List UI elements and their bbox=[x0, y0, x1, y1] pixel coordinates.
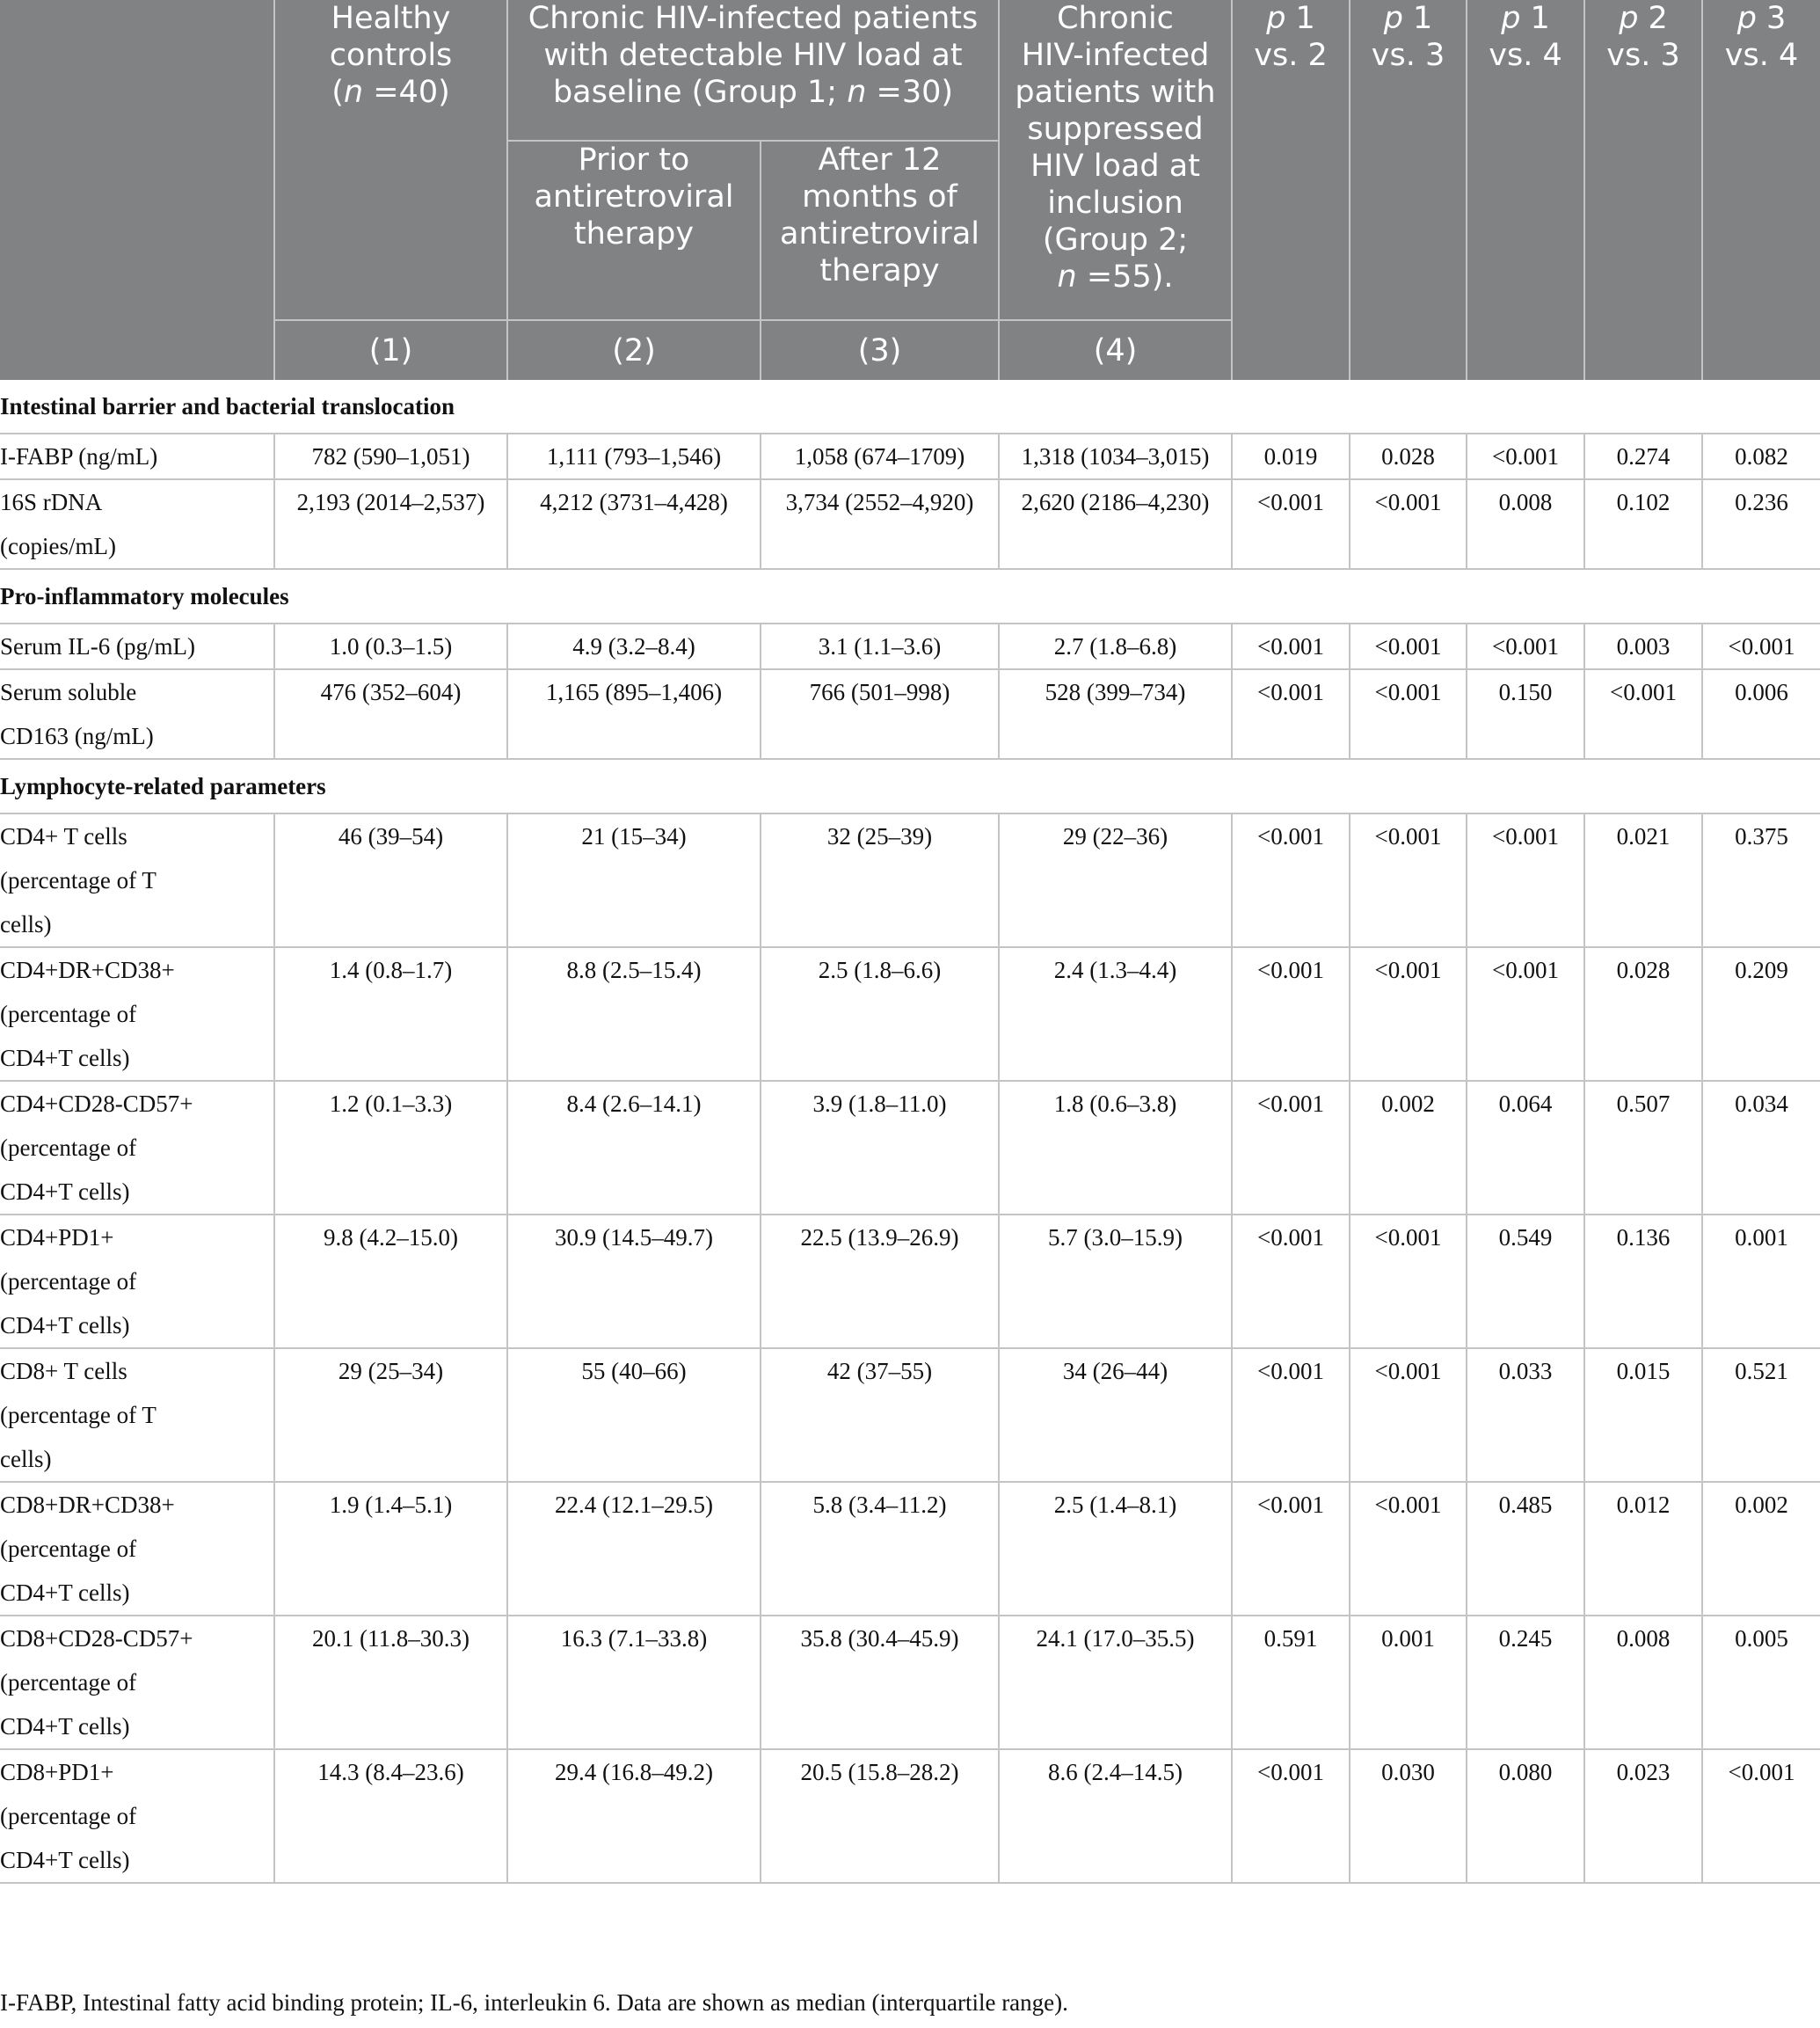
value-cell: 8.8 (2.5–15.4) bbox=[507, 947, 761, 1081]
value-cell: 22.4 (12.1–29.5) bbox=[507, 1482, 761, 1616]
value-cell: 1,058 (674–1709) bbox=[761, 434, 999, 479]
p-value-cell: 0.003 bbox=[1584, 624, 1702, 669]
header-group2: Chronic HIV-infected patients with suppressed HIV load at inclusion (Group 2; n =55). bbox=[999, 0, 1232, 320]
value-cell: 32 (25–39) bbox=[761, 813, 999, 947]
value-cell: 3.9 (1.8–11.0) bbox=[761, 1081, 999, 1215]
header-col-number-4: (4) bbox=[999, 320, 1232, 380]
p-value-cell: 0.021 bbox=[1584, 813, 1702, 947]
table-row bbox=[0, 1348, 1820, 1482]
table-row bbox=[0, 434, 1820, 479]
p-value-cell: <0.001 bbox=[1232, 947, 1350, 1081]
parameter-label bbox=[0, 1348, 274, 1482]
header-col-number-3: (3) bbox=[761, 320, 999, 380]
p-value-cell: <0.001 bbox=[1467, 434, 1584, 479]
value-cell: 476 (352–604) bbox=[274, 669, 507, 759]
parameter-label-line: cells) bbox=[0, 1446, 52, 1472]
p-value-cell: 0.521 bbox=[1702, 1348, 1820, 1482]
parameter-label-line: CD4+T cells) bbox=[0, 1178, 130, 1205]
section-title: Pro-inflammatory molecules bbox=[0, 569, 1820, 624]
p-value-cell: <0.001 bbox=[1232, 813, 1350, 947]
header-p-1-vs-4: p 1 vs. 4 bbox=[1467, 0, 1584, 380]
value-cell: 528 (399–734) bbox=[999, 669, 1232, 759]
parameter-label-line: CD4+T cells) bbox=[0, 1579, 130, 1606]
value-cell: 5.7 (3.0–15.9) bbox=[999, 1215, 1232, 1348]
section-header-row bbox=[0, 569, 1820, 624]
value-cell: 1.2 (0.1–3.3) bbox=[274, 1081, 507, 1215]
p-value-cell: <0.001 bbox=[1467, 624, 1584, 669]
value-cell: 22.5 (13.9–26.9) bbox=[761, 1215, 999, 1348]
parameter-label-line: (percentage of bbox=[0, 1803, 137, 1829]
value-cell: 21 (15–34) bbox=[507, 813, 761, 947]
value-cell: 766 (501–998) bbox=[761, 669, 999, 759]
table-footnote: I-FABP, Intestinal fatty acid binding protein; IL-6, interleukin 6. Data are shown as median (interquartile range). bbox=[0, 1989, 1068, 2016]
value-cell: 1.4 (0.8–1.7) bbox=[274, 947, 507, 1081]
p-value-cell: 0.030 bbox=[1350, 1749, 1467, 1883]
p-value-cell: 0.006 bbox=[1702, 669, 1820, 759]
parameter-label bbox=[0, 1616, 274, 1749]
value-cell: 29 (25–34) bbox=[274, 1348, 507, 1482]
p-value-cell: 0.245 bbox=[1467, 1616, 1584, 1749]
value-cell: 1.0 (0.3–1.5) bbox=[274, 624, 507, 669]
section-title: Lymphocyte-related parameters bbox=[0, 759, 1820, 813]
value-cell: 30.9 (14.5–49.7) bbox=[507, 1215, 761, 1348]
section-header-row bbox=[0, 759, 1820, 813]
value-cell: 5.8 (3.4–11.2) bbox=[761, 1482, 999, 1616]
p-value-cell: 0.136 bbox=[1584, 1215, 1702, 1348]
p-value-cell: 0.236 bbox=[1702, 479, 1820, 569]
p-value-cell: <0.001 bbox=[1232, 1081, 1350, 1215]
value-cell: 20.1 (11.8–30.3) bbox=[274, 1616, 507, 1749]
parameter-label-line: CD4+T cells) bbox=[0, 1045, 130, 1071]
p-value-cell: <0.001 bbox=[1232, 1749, 1350, 1883]
value-cell: 24.1 (17.0–35.5) bbox=[999, 1616, 1232, 1749]
header-prior-to-art: Prior to antiretroviral therapy bbox=[507, 141, 761, 320]
p-value-cell: 0.028 bbox=[1584, 947, 1702, 1081]
p-value-cell: <0.001 bbox=[1232, 1215, 1350, 1348]
p-value-cell: 0.591 bbox=[1232, 1616, 1350, 1749]
header-p-2-vs-3: p 2 vs. 3 bbox=[1584, 0, 1702, 380]
header-p-1-vs-2: p 1 vs. 2 bbox=[1232, 0, 1350, 380]
p-value-cell: <0.001 bbox=[1232, 624, 1350, 669]
header-parameter-cell bbox=[0, 0, 274, 380]
p-value-cell: <0.001 bbox=[1467, 813, 1584, 947]
p-value-cell: <0.001 bbox=[1702, 624, 1820, 669]
p-value-cell: 0.001 bbox=[1702, 1215, 1820, 1348]
value-cell: 2.4 (1.3–4.4) bbox=[999, 947, 1232, 1081]
parameter-label-line: CD8+ T cells bbox=[0, 1358, 127, 1384]
value-cell: 4.9 (3.2–8.4) bbox=[507, 624, 761, 669]
p-value-cell: <0.001 bbox=[1350, 1482, 1467, 1616]
parameter-label bbox=[0, 1215, 274, 1348]
table-row bbox=[0, 479, 1820, 569]
value-cell: 1,165 (895–1,406) bbox=[507, 669, 761, 759]
value-cell: 2,620 (2186–4,230) bbox=[999, 479, 1232, 569]
p-value-cell: <0.001 bbox=[1350, 479, 1467, 569]
header-after-12-months-art: After 12 months of antiretroviral therapy bbox=[761, 141, 999, 320]
p-value-cell: 0.002 bbox=[1702, 1482, 1820, 1616]
parameter-label-line: cells) bbox=[0, 911, 52, 937]
header-col-number-1: (1) bbox=[274, 320, 507, 380]
parameter-label bbox=[0, 479, 274, 569]
parameter-label bbox=[0, 1482, 274, 1616]
value-cell: 14.3 (8.4–23.6) bbox=[274, 1749, 507, 1883]
parameter-label bbox=[0, 434, 274, 479]
header-p-3-vs-4: p 3 vs. 4 bbox=[1702, 0, 1820, 380]
parameter-label-line: CD4+T cells) bbox=[0, 1713, 130, 1740]
p-value-cell: 0.002 bbox=[1350, 1081, 1467, 1215]
parameter-label-line: (percentage of T bbox=[0, 1402, 157, 1428]
parameter-label-line: CD163 (ng/mL) bbox=[0, 723, 154, 749]
value-cell: 1,111 (793–1,546) bbox=[507, 434, 761, 479]
p-value-cell: 0.082 bbox=[1702, 434, 1820, 479]
value-cell: 3.1 (1.1–3.6) bbox=[761, 624, 999, 669]
header-healthy-controls: Healthy controls (n =40) bbox=[274, 0, 507, 320]
p-value-cell: 0.008 bbox=[1467, 479, 1584, 569]
parameter-label-line: (copies/mL) bbox=[0, 533, 116, 559]
value-cell: 29 (22–36) bbox=[999, 813, 1232, 947]
p-value-cell: <0.001 bbox=[1232, 479, 1350, 569]
value-cell: 8.4 (2.6–14.1) bbox=[507, 1081, 761, 1215]
p-value-cell: 0.028 bbox=[1350, 434, 1467, 479]
p-value-cell: <0.001 bbox=[1350, 1348, 1467, 1482]
value-cell: 9.8 (4.2–15.0) bbox=[274, 1215, 507, 1348]
value-cell: 1,318 (1034–3,015) bbox=[999, 434, 1232, 479]
p-value-cell: 0.008 bbox=[1584, 1616, 1702, 1749]
table-row bbox=[0, 947, 1820, 1081]
table-row bbox=[0, 1749, 1820, 1883]
parameter-label-line: CD8+PD1+ bbox=[0, 1759, 114, 1785]
parameter-label-line: CD4+T cells) bbox=[0, 1847, 130, 1873]
p-value-cell: 0.549 bbox=[1467, 1215, 1584, 1348]
p-value-cell: 0.080 bbox=[1467, 1749, 1584, 1883]
value-cell: 3,734 (2552–4,920) bbox=[761, 479, 999, 569]
p-value-cell: 0.064 bbox=[1467, 1081, 1584, 1215]
section-title: Intestinal barrier and bacterial translocation bbox=[0, 380, 1820, 434]
parameter-label-line: (percentage of bbox=[0, 1669, 137, 1696]
parameter-label-line: 16S rDNA bbox=[0, 489, 103, 515]
p-value-cell: 0.034 bbox=[1702, 1081, 1820, 1215]
table-row bbox=[0, 813, 1820, 947]
table-row bbox=[0, 669, 1820, 759]
p-value-cell: <0.001 bbox=[1232, 1482, 1350, 1616]
p-value-cell: <0.001 bbox=[1350, 947, 1467, 1081]
p-value-cell: <0.001 bbox=[1350, 1215, 1467, 1348]
value-cell: 2,193 (2014–2,537) bbox=[274, 479, 507, 569]
p-value-cell: 0.033 bbox=[1467, 1348, 1584, 1482]
value-cell: 20.5 (15.8–28.2) bbox=[761, 1749, 999, 1883]
p-value-cell: 0.019 bbox=[1232, 434, 1350, 479]
parameter-label-line: (percentage of bbox=[0, 1536, 137, 1562]
p-value-cell: 0.209 bbox=[1702, 947, 1820, 1081]
parameter-label bbox=[0, 1749, 274, 1883]
parameter-label bbox=[0, 624, 274, 669]
p-value-cell: 0.375 bbox=[1702, 813, 1820, 947]
p-value-cell: <0.001 bbox=[1584, 669, 1702, 759]
parameter-label bbox=[0, 669, 274, 759]
p-value-cell: 0.102 bbox=[1584, 479, 1702, 569]
table-row bbox=[0, 1215, 1820, 1348]
p-value-cell: <0.001 bbox=[1702, 1749, 1820, 1883]
parameter-label-line: (percentage of bbox=[0, 1268, 137, 1295]
value-cell: 42 (37–55) bbox=[761, 1348, 999, 1482]
value-cell: 782 (590–1,051) bbox=[274, 434, 507, 479]
parameter-label bbox=[0, 1081, 274, 1215]
value-cell: 4,212 (3731–4,428) bbox=[507, 479, 761, 569]
table-row bbox=[0, 1616, 1820, 1749]
value-cell: 34 (26–44) bbox=[999, 1348, 1232, 1482]
p-value-cell: <0.001 bbox=[1232, 1348, 1350, 1482]
parameter-label-line: Serum soluble bbox=[0, 679, 137, 705]
table-header bbox=[0, 0, 1820, 380]
p-value-cell: 0.150 bbox=[1467, 669, 1584, 759]
value-cell: 2.5 (1.4–8.1) bbox=[999, 1482, 1232, 1616]
parameter-label-line: (percentage of T bbox=[0, 867, 157, 894]
parameter-label-line: CD4+ T cells bbox=[0, 823, 127, 850]
value-cell: 2.7 (1.8–6.8) bbox=[999, 624, 1232, 669]
table-row bbox=[0, 1081, 1820, 1215]
p-value-cell: 0.015 bbox=[1584, 1348, 1702, 1482]
parameter-label bbox=[0, 947, 274, 1081]
p-value-cell: 0.507 bbox=[1584, 1081, 1702, 1215]
parameter-label-line: CD8+DR+CD38+ bbox=[0, 1492, 175, 1518]
value-cell: 46 (39–54) bbox=[274, 813, 507, 947]
p-value-cell: 0.274 bbox=[1584, 434, 1702, 479]
p-value-cell: 0.005 bbox=[1702, 1616, 1820, 1749]
value-cell: 2.5 (1.8–6.6) bbox=[761, 947, 999, 1081]
parameter-label-line: Serum IL-6 (pg/mL) bbox=[0, 633, 195, 660]
p-value-cell: 0.012 bbox=[1584, 1482, 1702, 1616]
header-p-1-vs-3: p 1 vs. 3 bbox=[1350, 0, 1467, 380]
section-header-row bbox=[0, 380, 1820, 434]
value-cell: 55 (40–66) bbox=[507, 1348, 761, 1482]
parameter-label-line: CD8+CD28-CD57+ bbox=[0, 1625, 193, 1652]
p-value-cell: 0.023 bbox=[1584, 1749, 1702, 1883]
p-value-cell: <0.001 bbox=[1350, 669, 1467, 759]
table-row bbox=[0, 1482, 1820, 1616]
value-cell: 1.8 (0.6–3.8) bbox=[999, 1081, 1232, 1215]
p-value-cell: <0.001 bbox=[1350, 624, 1467, 669]
p-value-cell: <0.001 bbox=[1467, 947, 1584, 1081]
p-value-cell: 0.001 bbox=[1350, 1616, 1467, 1749]
parameter-label-line: (percentage of bbox=[0, 1134, 137, 1161]
parameter-label-line: CD4+PD1+ bbox=[0, 1224, 114, 1251]
parameter-label-line: (percentage of bbox=[0, 1001, 137, 1027]
header-col-number-2: (2) bbox=[507, 320, 761, 380]
p-value-cell: 0.485 bbox=[1467, 1482, 1584, 1616]
table-body bbox=[0, 380, 1820, 1883]
value-cell: 29.4 (16.8–49.2) bbox=[507, 1749, 761, 1883]
parameter-label bbox=[0, 813, 274, 947]
value-cell: 35.8 (30.4–45.9) bbox=[761, 1616, 999, 1749]
table-row bbox=[0, 624, 1820, 669]
value-cell: 1.9 (1.4–5.1) bbox=[274, 1482, 507, 1616]
p-value-cell: <0.001 bbox=[1350, 813, 1467, 947]
header-group1: Chronic HIV-infected patients with detectable HIV load at baseline (Group 1; n =30) bbox=[507, 0, 999, 141]
parameter-label-line: CD4+T cells) bbox=[0, 1312, 130, 1339]
value-cell: 16.3 (7.1–33.8) bbox=[507, 1616, 761, 1749]
parameter-label-line: I-FABP (ng/mL) bbox=[0, 443, 158, 470]
parameter-label-line: CD4+DR+CD38+ bbox=[0, 957, 175, 983]
p-value-cell: <0.001 bbox=[1232, 669, 1350, 759]
value-cell: 8.6 (2.4–14.5) bbox=[999, 1749, 1232, 1883]
parameter-label-line: CD4+CD28-CD57+ bbox=[0, 1091, 193, 1117]
